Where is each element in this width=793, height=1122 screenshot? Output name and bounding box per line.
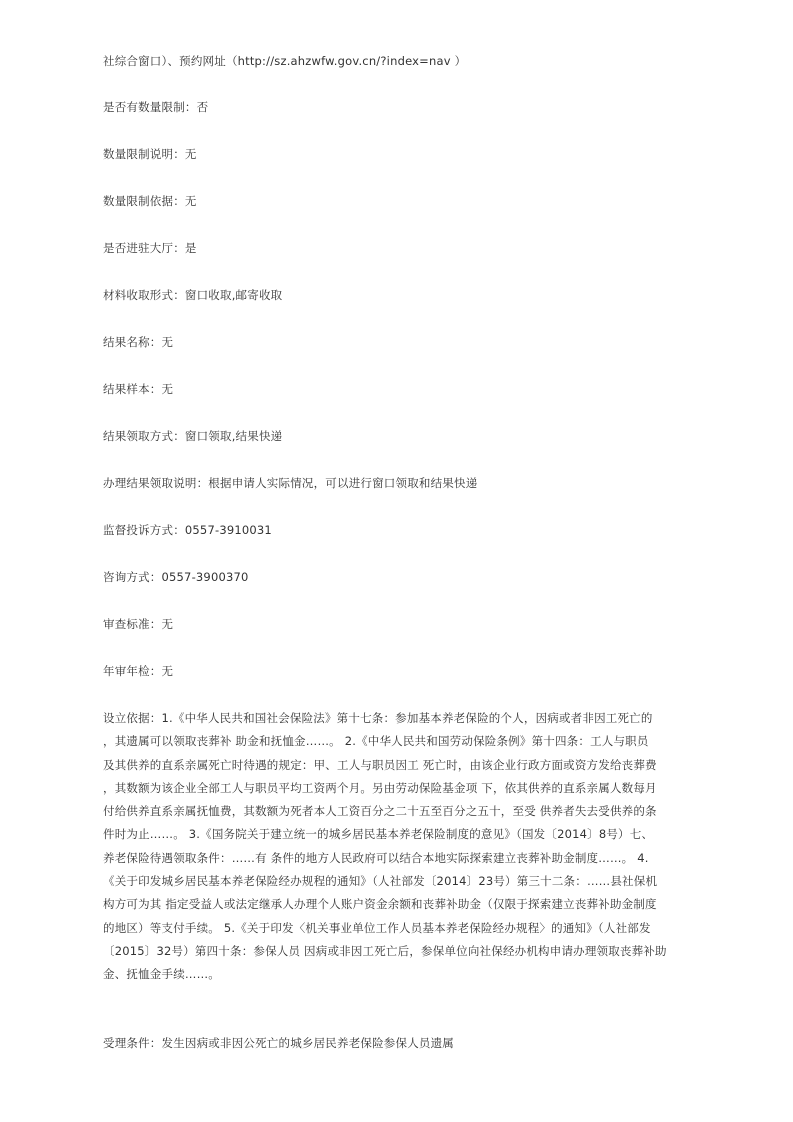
review-standard-line: 审查标准：无 [103, 617, 174, 631]
basis-line: ，其数额为该企业全部工人与职员平均工资两个月。另由劳动保险基金项 下，依其供养的直系亲属人数每月 [103, 780, 657, 795]
basis-line: 及其供养的直系亲属死亡时待遇的规定：甲、工人与职员因工 死亡时，由该企业行政方面或资方发给丧葬费 [103, 757, 657, 772]
basis-line: 金、抚恤金手续……。 [103, 967, 220, 982]
basis-line: 〔2015〕32号）第四十条：参保人员 因病或非因工死亡后，参保单位向社保经办机构申请办理领取丧葬补助 [103, 943, 667, 958]
basis-line: 养老保险待遇领取条件：……有 条件的地方人民政府可以结合本地实际探索建立丧葬补助金制度……。 4. [103, 850, 649, 865]
result-name-line: 结果名称：无 [103, 335, 174, 349]
appointment-line: 社综合窗口）、预约网址（http://sz.ahzwfw.gov.cn/?index=nav ） [103, 54, 467, 68]
in-hall-line: 是否进驻大厅：是 [103, 241, 197, 255]
basis-line: 设立依据：1.《中华人民共和国社会保险法》第十七条：参加基本养老保险的个人，因病或者非因工死亡的 [103, 711, 653, 725]
basis-line: 件时为止……。 3.《国务院关于建立统一的城乡居民基本养老保险制度的意见》（国发〔2014〕8号）七、 [103, 827, 654, 842]
complaint-line: 监督投诉方式：0557-3910031 [103, 523, 272, 537]
basis-line: 《关于印发城乡居民基本养老保险经办规程的通知》（人社部发〔2014〕23号）第三十二条：……县社保机 [103, 874, 658, 889]
quantity-limit-desc-line: 数量限制说明：无 [103, 147, 197, 161]
basis-paragraph [103, 707, 678, 987]
basis-line: ，其遗属可以领取丧葬补 助金和抚恤金……。 2.《中华人民共和国劳动保险条例》第十四条：工人与职员 [103, 734, 649, 749]
basis-line: 的地区）等支付手续。 5.《关于印发〈机关事业单位工作人员基本养老保险经办规程〉的通知》（人社部发 [103, 920, 651, 935]
acceptance-line: 受理条件：发生因病或非因公死亡的城乡居民养老保险参保人员遗属 [103, 1036, 454, 1050]
material-collection-line: 材料收取形式：窗口收取,邮寄收取 [103, 288, 283, 302]
quantity-limit-basis-line: 数量限制依据：无 [103, 194, 197, 208]
result-pickup-desc-line: 办理结果领取说明：根据申请人实际情况，可以进行窗口领取和结果快递 [103, 476, 478, 490]
result-sample-line: 结果样本：无 [103, 382, 174, 396]
quantity-limit-line: 是否有数量限制：否 [103, 100, 209, 114]
consult-line: 咨询方式：0557-3900370 [103, 570, 249, 584]
annual-review-line: 年审年检：无 [103, 664, 174, 678]
basis-line: 付给供养直系亲属抚恤费，其数额为死者本人工资百分之二十五至百分之五十，至受 供养者失去受供养的条 [103, 804, 657, 819]
result-pickup-line: 结果领取方式：窗口领取,结果快递 [103, 429, 283, 443]
basis-line: 构方可为其 指定受益人或法定继承人办理个人账户资金余额和丧葬补助金（仅限于探索建立丧葬补助金制度 [103, 897, 657, 912]
